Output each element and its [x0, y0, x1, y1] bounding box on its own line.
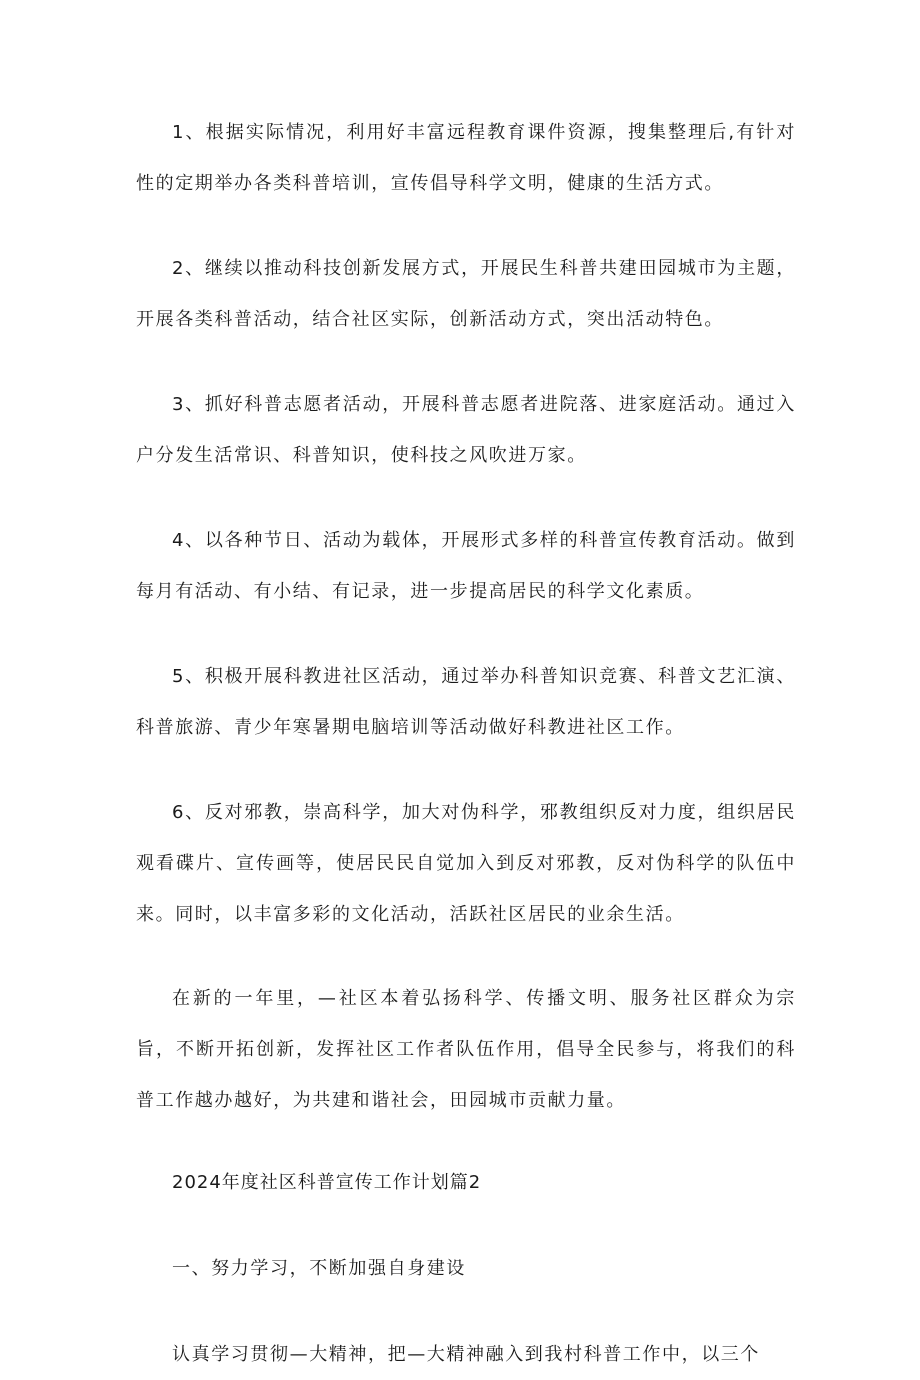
paragraph-4: 4、以各种节日、活动为载体，开展形式多样的科普宣传教育活动。做到每月有活动、有小结、有记录，进一步提高居民的科学文化素质。: [136, 530, 796, 602]
paragraph-2: 2、继续以推动科技创新发展方式，开展民生科普共建田园城市为主题，开展各类科普活动，结合社区实际，创新活动方式，突出活动特色。: [136, 258, 796, 330]
section-paragraph: 认真学习贯彻—大精神，把—大精神融入到我村科普工作中，以三个: [172, 1344, 760, 1365]
paragraph-6: 6、反对邪教，崇高科学，加大对伪科学，邪教组织反对力度，组织居民观看碟片、宣传画等，使居民民自觉加入到反对邪教，反对伪科学的队伍中来。同时，以丰富多彩的文化活动，活跃社区居民的业余生活。: [136, 802, 796, 925]
paragraph-7: 在新的一年里，—社区本着弘扬科学、传播文明、服务社区群众为宗旨，不断开拓创新，发挥社区工作者队伍作用，倡导全民参与，将我们的科普工作越办越好，为共建和谐社会，田园城市贡献力量。: [136, 988, 796, 1111]
paragraph-5: 5、积极开展科教进社区活动，通过举办科普知识竞赛、科普文艺汇演、科普旅游、青少年寒暑期电脑培训等活动做好科教进社区工作。: [136, 666, 796, 738]
document-title: 2024年度社区科普宣传工作计划篇2: [172, 1172, 482, 1193]
section-heading: 一、努力学习，不断加强自身建设: [172, 1258, 466, 1279]
paragraph-1: 1、根据实际情况，利用好丰富远程教育课件资源，搜集整理后,有针对性的定期举办各类科普培训，宣传倡导科学文明，健康的生活方式。: [136, 122, 796, 194]
paragraph-3: 3、抓好科普志愿者活动，开展科普志愿者进院落、进家庭活动。通过入户分发生活常识、科普知识，使科技之风吹进万家。: [136, 394, 796, 466]
